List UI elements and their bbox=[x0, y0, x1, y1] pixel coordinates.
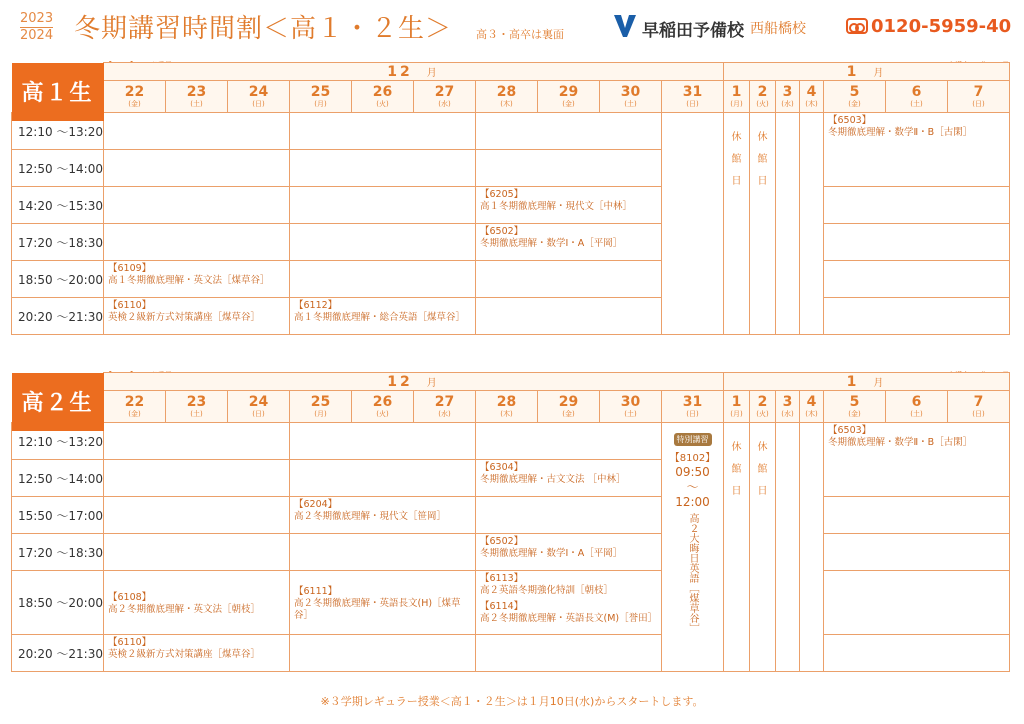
time-slot: 17:20 ～18:30 bbox=[12, 534, 104, 571]
day-header: 23 (土) bbox=[166, 391, 228, 423]
class-entry[interactable]: 【6108】 高２冬期徹底理解・英文法［朝枝］ bbox=[104, 571, 290, 635]
closed-day: 休 館 日 bbox=[750, 113, 776, 335]
day-header: 28 (木) bbox=[476, 81, 538, 113]
month-december: 12 月 bbox=[104, 63, 724, 81]
day-header: 26 (火) bbox=[352, 391, 414, 423]
day-header: 5 (金) bbox=[824, 81, 886, 113]
class-entry[interactable]: 【6502】 冬期徹底理解・数学Ⅰ・A［平岡］ bbox=[476, 534, 662, 571]
page-title: 冬期講習時間割＜高１・２生＞ bbox=[74, 14, 453, 44]
class-entry[interactable]: 【6205】 高１冬期徹底理解・現代文［中林］ bbox=[476, 187, 662, 224]
day-header: 23 (土) bbox=[166, 81, 228, 113]
footer-note: ※３学期レギュラー授業＜高１・２生＞は１月10日(水)からスタートします。 bbox=[320, 695, 704, 708]
day-header: 25 (月) bbox=[290, 81, 352, 113]
day-header: 3 (水) bbox=[776, 81, 800, 113]
class-entry[interactable]: 【6113】 高２英語冬期強化特訓［朝枝］ 【6114】 高２冬期徹底理解・英語長文(M)［誉田］ bbox=[476, 571, 662, 635]
day-header: 5 (金) bbox=[824, 391, 886, 423]
day-header: 28 (木) bbox=[476, 391, 538, 423]
year-bottom: 2024 bbox=[20, 28, 54, 43]
special-badge: 特別講習 bbox=[674, 433, 712, 446]
day-header: 4 (木) bbox=[800, 391, 824, 423]
class-entry[interactable]: 【6304】 冬期徹底理解・古文文法 ［中林］ bbox=[476, 460, 662, 497]
special-class[interactable]: 特別講習 【8102】 09:50 ～ 12:00 高２大晦日英語［煤草谷］ bbox=[662, 423, 724, 672]
day-header: 4 (木) bbox=[800, 81, 824, 113]
day-header: 30 (土) bbox=[600, 81, 662, 113]
class-entry[interactable]: 【6503】 冬期徹底理解・数学Ⅱ・B［古閑］ bbox=[824, 423, 1010, 497]
day-header: 25 (月) bbox=[290, 391, 352, 423]
waseda-v-logo-icon bbox=[612, 13, 638, 39]
day-header: 2 (火) bbox=[750, 81, 776, 113]
time-slot: 17:20 ～18:30 bbox=[12, 224, 104, 261]
grade1-timetable bbox=[11, 62, 1010, 335]
class-entry[interactable]: 【6111】 高２冬期徹底理解・英語長文(H)［煤草谷］ bbox=[290, 571, 476, 635]
class-entry[interactable]: 【6204】 高２冬期徹底理解・現代文［笹岡］ bbox=[290, 497, 476, 534]
grade2-label: 高２生 bbox=[12, 373, 104, 423]
day-header: 29 (金) bbox=[538, 81, 600, 113]
day-header-row bbox=[12, 391, 1010, 423]
day-header: 6 (土) bbox=[886, 391, 948, 423]
closed-day: 休 館 日 bbox=[724, 423, 750, 672]
day-header: 24 (日) bbox=[228, 391, 290, 423]
day-header: 6 (土) bbox=[886, 81, 948, 113]
day-header: 2 (火) bbox=[750, 391, 776, 423]
day-header: 7 (日) bbox=[948, 391, 1010, 423]
day-header-row bbox=[12, 81, 1010, 113]
freedial-icon bbox=[846, 18, 868, 34]
page-subtitle: 高３・高卒は裏面 bbox=[476, 28, 564, 41]
time-slot: 18:50 ～20:00 bbox=[12, 261, 104, 298]
day-header: 7 (日) bbox=[948, 81, 1010, 113]
time-slot: 20:20 ～21:30 bbox=[12, 635, 104, 672]
time-slot: 15:50 ～17:00 bbox=[12, 497, 104, 534]
school-year bbox=[20, 12, 53, 43]
time-slot: 12:10 ～13:20 bbox=[12, 113, 104, 150]
time-slot: 18:50 ～20:00 bbox=[12, 571, 104, 635]
day-header: 29 (金) bbox=[538, 391, 600, 423]
day-header: 22 (金) bbox=[104, 391, 166, 423]
closed-day: 休 館 日 bbox=[750, 423, 776, 672]
time-slot: 20:20 ～21:30 bbox=[12, 298, 104, 335]
class-entry[interactable]: 【6502】 冬期徹底理解・数学Ⅰ・A［平岡］ bbox=[476, 224, 662, 261]
class-entry[interactable]: 【6110】 英検２級新方式対策講座［煤草谷］ bbox=[104, 298, 290, 335]
month-january: 1 月 bbox=[724, 373, 1010, 391]
day-header: 24 (日) bbox=[228, 81, 290, 113]
month-december: 12 月 bbox=[104, 373, 724, 391]
day-header: 26 (火) bbox=[352, 81, 414, 113]
grade2-timetable bbox=[11, 372, 1010, 672]
class-entry[interactable]: 【6503】 冬期徹底理解・数学Ⅱ・B［古閑］ bbox=[824, 113, 1010, 187]
month-january: 1 月 bbox=[724, 63, 1010, 81]
day-header: 1 (月) bbox=[724, 81, 750, 113]
time-slot: 12:50 ～14:00 bbox=[12, 460, 104, 497]
class-entry[interactable]: 【6112】 高１冬期徹底理解・総合英語［煤草谷］ bbox=[290, 298, 476, 335]
day-header: 22 (金) bbox=[104, 81, 166, 113]
day-header: 31 (日) bbox=[662, 81, 724, 113]
campus-name: 西船橋校 bbox=[750, 21, 806, 37]
day-header: 3 (水) bbox=[776, 391, 800, 423]
day-header: 1 (月) bbox=[724, 391, 750, 423]
day-header: 30 (土) bbox=[600, 391, 662, 423]
day-header: 27 (水) bbox=[414, 81, 476, 113]
school-name: 早稲田予備校 bbox=[642, 21, 744, 41]
phone-number-text: 0120-5959-40 bbox=[871, 16, 1012, 37]
closed-day: 休 館 日 bbox=[724, 113, 750, 335]
class-entry[interactable]: 【6109】 高１冬期徹底理解・英文法［煤草谷］ bbox=[104, 261, 290, 298]
time-slot: 12:10 ～13:20 bbox=[12, 423, 104, 460]
time-slot: 12:50 ～14:00 bbox=[12, 150, 104, 187]
day-header: 31 (日) bbox=[662, 391, 724, 423]
phone-number[interactable] bbox=[846, 16, 1011, 37]
year-top: 2023 bbox=[20, 11, 54, 26]
time-slot: 14:20 ～15:30 bbox=[12, 187, 104, 224]
day-header: 27 (水) bbox=[414, 391, 476, 423]
class-entry[interactable]: 【6110】 英検２級新方式対策講座［煤草谷］ bbox=[104, 635, 290, 672]
grade1-label: 高１生 bbox=[12, 63, 104, 113]
